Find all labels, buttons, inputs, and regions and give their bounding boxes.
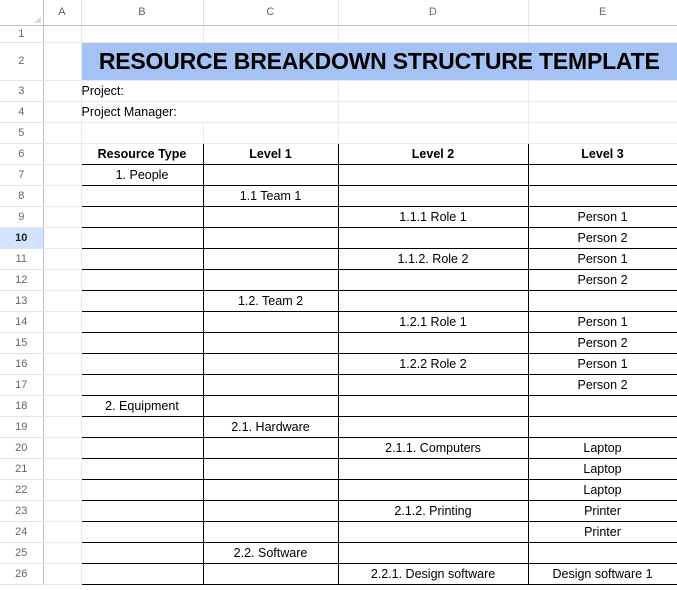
cell-b15[interactable]	[81, 332, 203, 353]
row-header-13[interactable]: 13	[0, 290, 43, 311]
cell-d21[interactable]	[338, 458, 528, 479]
cell-a2[interactable]	[43, 42, 81, 80]
cell-d1[interactable]	[338, 25, 528, 42]
cell-b16[interactable]	[81, 353, 203, 374]
cell-e20[interactable]: Laptop	[528, 437, 677, 458]
cell-c1[interactable]	[203, 25, 338, 42]
cell-d11[interactable]: 1.1.2. Role 2	[338, 248, 528, 269]
cell-b13[interactable]	[81, 290, 203, 311]
row-header-26[interactable]: 26	[0, 563, 43, 584]
row-header-24[interactable]: 24	[0, 521, 43, 542]
cell-e8[interactable]	[528, 185, 677, 206]
cell-b21[interactable]	[81, 458, 203, 479]
row-header-5[interactable]: 5	[0, 122, 43, 143]
sheet-row-1	[0, 25, 677, 42]
cell-a8[interactable]	[43, 185, 81, 206]
table-column-header-resource-type[interactable]: Resource Type	[81, 143, 203, 164]
cell-a16[interactable]	[43, 353, 81, 374]
cell-c8[interactable]: 1.1 Team 1	[203, 185, 338, 206]
cell-d17[interactable]	[338, 374, 528, 395]
cell-c11[interactable]	[203, 248, 338, 269]
cell-e10[interactable]: Person 2	[528, 227, 677, 248]
row-header-10[interactable]: 10	[0, 227, 43, 248]
table-row	[0, 458, 677, 479]
sheet-row-3	[0, 80, 677, 101]
cell-c13[interactable]: 1.2. Team 2	[203, 290, 338, 311]
cell-c4[interactable]	[203, 101, 338, 122]
cell-c20[interactable]	[203, 437, 338, 458]
cell-a24[interactable]	[43, 521, 81, 542]
table-row	[0, 437, 677, 458]
cell-e21[interactable]: Laptop	[528, 458, 677, 479]
cell-b8[interactable]	[81, 185, 203, 206]
cell-b14[interactable]	[81, 311, 203, 332]
cell-b3-project-label[interactable]: Project:	[81, 80, 203, 101]
cell-d18[interactable]	[338, 395, 528, 416]
column-header-d[interactable]: D	[338, 0, 528, 25]
cell-b12[interactable]	[81, 269, 203, 290]
column-header-a[interactable]: A	[43, 0, 81, 25]
cell-b23[interactable]	[81, 500, 203, 521]
cell-c10[interactable]	[203, 227, 338, 248]
table-row	[0, 290, 677, 311]
cell-a14[interactable]	[43, 311, 81, 332]
cell-c7[interactable]	[203, 164, 338, 185]
cell-e5[interactable]	[528, 122, 677, 143]
cell-d25[interactable]	[338, 542, 528, 563]
column-header-b[interactable]: B	[81, 0, 203, 25]
cell-d24[interactable]	[338, 521, 528, 542]
cell-a7[interactable]	[43, 164, 81, 185]
cell-a25[interactable]	[43, 542, 81, 563]
cell-e14[interactable]: Person 1	[528, 311, 677, 332]
cell-c24[interactable]	[203, 521, 338, 542]
cell-a21[interactable]	[43, 458, 81, 479]
corner-triangle-icon	[34, 16, 41, 23]
cell-c18[interactable]	[203, 395, 338, 416]
cell-d10[interactable]	[338, 227, 528, 248]
cell-a4[interactable]	[43, 101, 81, 122]
cell-b5[interactable]	[81, 122, 203, 143]
cell-d14[interactable]: 1.2.1 Role 1	[338, 311, 528, 332]
cell-a17[interactable]	[43, 374, 81, 395]
cell-b9[interactable]	[81, 206, 203, 227]
cell-d22[interactable]	[338, 479, 528, 500]
sheet-row-5	[0, 122, 677, 143]
row-header-17[interactable]: 17	[0, 374, 43, 395]
sheet-row-6	[0, 143, 677, 164]
cell-b20[interactable]	[81, 437, 203, 458]
table-row	[0, 311, 677, 332]
sheet-row-2	[0, 42, 677, 80]
cell-c12[interactable]	[203, 269, 338, 290]
row-header-1[interactable]: 1	[0, 25, 43, 42]
table-row	[0, 206, 677, 227]
table-row	[0, 353, 677, 374]
sheet-row-4	[0, 101, 677, 122]
cell-a15[interactable]	[43, 332, 81, 353]
cell-e11[interactable]: Person 1	[528, 248, 677, 269]
row-header-9[interactable]: 9	[0, 206, 43, 227]
cell-d4[interactable]	[338, 101, 528, 122]
cell-e16[interactable]: Person 1	[528, 353, 677, 374]
cell-c23[interactable]	[203, 500, 338, 521]
cell-e18[interactable]	[528, 395, 677, 416]
cell-c25[interactable]: 2.2. Software	[203, 542, 338, 563]
row-header-18[interactable]: 18	[0, 395, 43, 416]
cell-e17[interactable]: Person 2	[528, 374, 677, 395]
cell-c16[interactable]	[203, 353, 338, 374]
cell-d7[interactable]	[338, 164, 528, 185]
table-row	[0, 416, 677, 437]
cell-a1[interactable]	[43, 25, 81, 42]
cell-e19[interactable]	[528, 416, 677, 437]
table-row	[0, 395, 677, 416]
table-column-header-level-2[interactable]: Level 2	[338, 143, 528, 164]
cell-e23[interactable]: Printer	[528, 500, 677, 521]
cell-a19[interactable]	[43, 416, 81, 437]
cell-e24[interactable]: Printer	[528, 521, 677, 542]
row-header-16[interactable]: 16	[0, 353, 43, 374]
cell-e3[interactable]	[528, 80, 677, 101]
cell-d3[interactable]	[338, 80, 528, 101]
cell-d19[interactable]	[338, 416, 528, 437]
cell-a26[interactable]	[43, 563, 81, 584]
column-header-e[interactable]: E	[528, 0, 677, 25]
cell-d9[interactable]: 1.1.1 Role 1	[338, 206, 528, 227]
table-column-header-level-3[interactable]: Level 3	[528, 143, 677, 164]
cell-b22[interactable]	[81, 479, 203, 500]
cell-b24[interactable]	[81, 521, 203, 542]
cell-b10[interactable]	[81, 227, 203, 248]
table-row	[0, 185, 677, 206]
table-row	[0, 374, 677, 395]
table-row	[0, 542, 677, 563]
cell-e1[interactable]	[528, 25, 677, 42]
cell-c9[interactable]	[203, 206, 338, 227]
cell-e7[interactable]	[528, 164, 677, 185]
row-header-22[interactable]: 22	[0, 479, 43, 500]
row-header-21[interactable]: 21	[0, 458, 43, 479]
table-row	[0, 521, 677, 542]
table-row	[0, 332, 677, 353]
row-header-23[interactable]: 23	[0, 500, 43, 521]
row-header-25[interactable]: 25	[0, 542, 43, 563]
cell-d8[interactable]	[338, 185, 528, 206]
cell-d26[interactable]: 2.2.1. Design software	[338, 563, 528, 584]
row-header-20[interactable]: 20	[0, 437, 43, 458]
cell-b19[interactable]	[81, 416, 203, 437]
row-header-7[interactable]: 7	[0, 164, 43, 185]
cell-d12[interactable]	[338, 269, 528, 290]
cell-b26[interactable]	[81, 563, 203, 584]
cell-a11[interactable]	[43, 248, 81, 269]
cell-c3[interactable]	[203, 80, 338, 101]
row-header-12[interactable]: 12	[0, 269, 43, 290]
cell-a10[interactable]	[43, 227, 81, 248]
table-row	[0, 227, 677, 248]
row-header-3[interactable]: 3	[0, 80, 43, 101]
cell-b11[interactable]	[81, 248, 203, 269]
cell-c19[interactable]: 2.1. Hardware	[203, 416, 338, 437]
cell-a20[interactable]	[43, 437, 81, 458]
cell-e15[interactable]: Person 2	[528, 332, 677, 353]
cell-d16[interactable]: 1.2.2 Role 2	[338, 353, 528, 374]
cell-a23[interactable]	[43, 500, 81, 521]
cell-a22[interactable]	[43, 479, 81, 500]
row-header-14[interactable]: 14	[0, 311, 43, 332]
cell-b1[interactable]	[81, 25, 203, 42]
row-header-15[interactable]: 15	[0, 332, 43, 353]
cell-a9[interactable]	[43, 206, 81, 227]
cell-a5[interactable]	[43, 122, 81, 143]
page-title-banner[interactable]: RESOURCE BREAKDOWN STRUCTURE TEMPLATE	[81, 42, 677, 80]
cell-a6[interactable]	[43, 143, 81, 164]
cell-a3[interactable]	[43, 80, 81, 101]
cell-e25[interactable]	[528, 542, 677, 563]
cell-c14[interactable]	[203, 311, 338, 332]
cell-b25[interactable]	[81, 542, 203, 563]
cell-d5[interactable]	[338, 122, 528, 143]
cell-d20[interactable]: 2.1.1. Computers	[338, 437, 528, 458]
cell-b7[interactable]: 1. People	[81, 164, 203, 185]
cell-c26[interactable]	[203, 563, 338, 584]
cell-c21[interactable]	[203, 458, 338, 479]
cell-d23[interactable]: 2.1.2. Printing	[338, 500, 528, 521]
cell-d13[interactable]	[338, 290, 528, 311]
cell-e26[interactable]: Design software 1	[528, 563, 677, 584]
column-header-c[interactable]: C	[203, 0, 338, 25]
select-all-corner[interactable]	[0, 0, 43, 25]
column-header-row	[0, 0, 677, 25]
cell-b4-project-manager-label[interactable]: Project Manager:	[81, 101, 203, 122]
cell-a18[interactable]	[43, 395, 81, 416]
cell-e4[interactable]	[528, 101, 677, 122]
cell-c17[interactable]	[203, 374, 338, 395]
table-row	[0, 164, 677, 185]
row-header-11[interactable]: 11	[0, 248, 43, 269]
cell-b17[interactable]	[81, 374, 203, 395]
table-row	[0, 248, 677, 269]
cell-c22[interactable]	[203, 479, 338, 500]
table-row	[0, 563, 677, 584]
table-row	[0, 269, 677, 290]
row-header-8[interactable]: 8	[0, 185, 43, 206]
row-header-19[interactable]: 19	[0, 416, 43, 437]
cell-a12[interactable]	[43, 269, 81, 290]
table-column-header-level-1[interactable]: Level 1	[203, 143, 338, 164]
cell-d15[interactable]	[338, 332, 528, 353]
cell-e22[interactable]: Laptop	[528, 479, 677, 500]
cell-b18[interactable]: 2. Equipment	[81, 395, 203, 416]
cell-a13[interactable]	[43, 290, 81, 311]
row-header-4[interactable]: 4	[0, 101, 43, 122]
cell-e12[interactable]: Person 2	[528, 269, 677, 290]
cell-c15[interactable]	[203, 332, 338, 353]
cell-e9[interactable]: Person 1	[528, 206, 677, 227]
table-row	[0, 500, 677, 521]
row-header-2[interactable]: 2	[0, 42, 43, 80]
row-header-6[interactable]: 6	[0, 143, 43, 164]
cell-c5[interactable]	[203, 122, 338, 143]
table-row	[0, 479, 677, 500]
cell-e13[interactable]	[528, 290, 677, 311]
